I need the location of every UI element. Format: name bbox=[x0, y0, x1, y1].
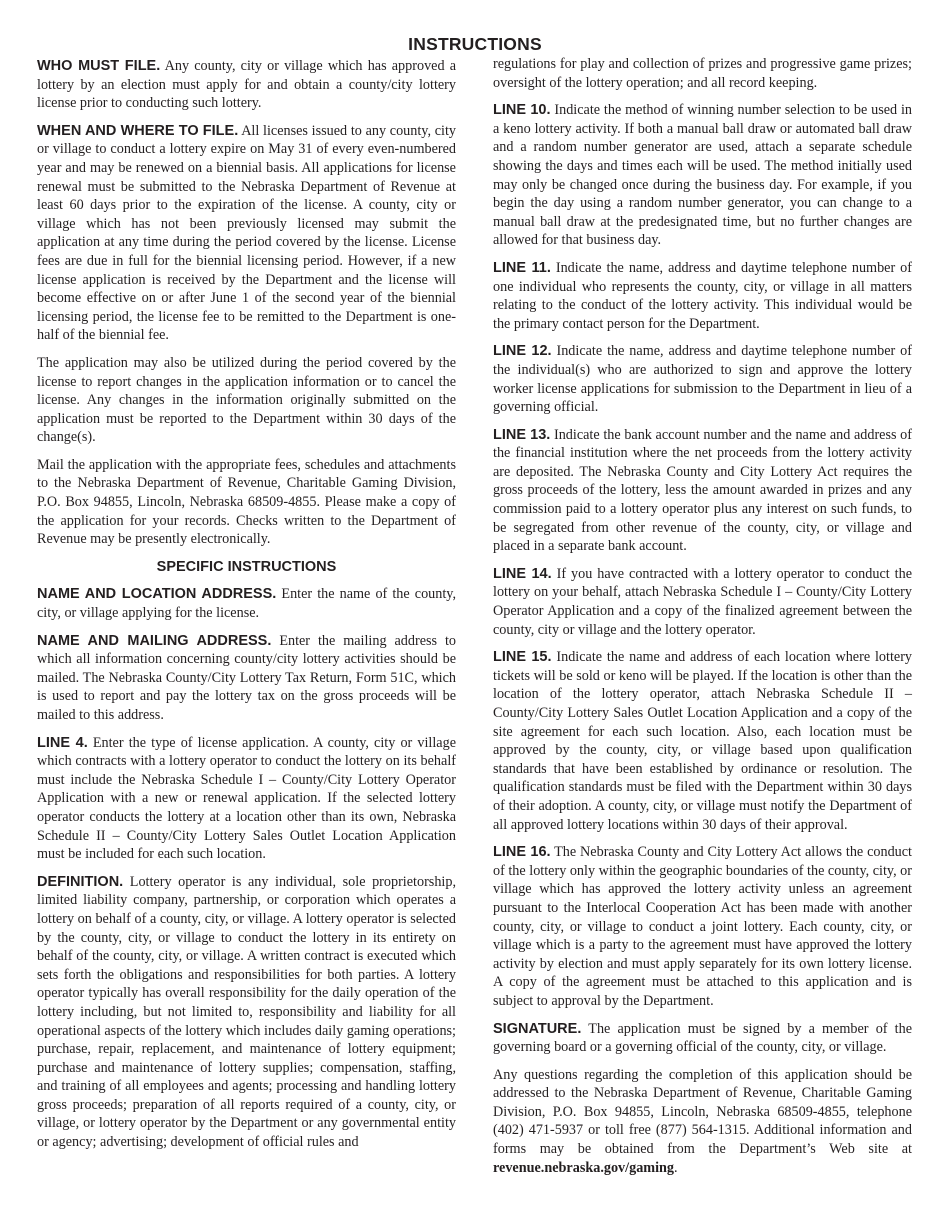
section-heading: WHEN AND WHERE TO FILE. bbox=[37, 122, 239, 139]
section-text: If you have contracted with a lottery operator to conduct the lottery on your behalf, attach Nebraska Schedule I – County/City Lottery Operator Application and a copy of the finalized agreement between the county, city or village and the lottery operator. bbox=[493, 565, 912, 638]
section-text: Enter the type of license application. A county, city or village which contracts with a lottery operator to conduct the lottery on its behalf must include the Nebraska Schedule I – County/City Lottery Operator Application with a new or renewal application. If the selected lottery operator conducts the lottery at a location other than its own, Nebraska Schedule II – County/City Lottery Sales Outlet Location Application must be included for each such location. bbox=[37, 734, 456, 863]
specific-instructions-title: SPECIFIC INSTRUCTIONS bbox=[156, 558, 337, 575]
line-14-section bbox=[493, 565, 912, 639]
section-heading: LINE 16. bbox=[493, 844, 551, 861]
section-text: The application must be signed by a member of the governing board or a governing official of the county, city, or village. bbox=[493, 1020, 913, 1056]
changes-paragraph: The application may also be utilized during the period covered by the license to report changes in the application information or to cancel the license. Any changes in the information originally submitted on the application must be reported to the Department within 30 days of the change(s). bbox=[37, 354, 456, 446]
section-heading: LINE 14. bbox=[493, 565, 552, 582]
section-text: Indicate the bank account number and the name and address of the financial institution where the net proceeds from the lottery activity are deposited. The Nebraska County and City Lottery Act requires the gross proceeds of the lottery, less the amount awarded in prizes and any commission paid to a lottery operator plus any interest on such funds, to be segregated from other revenue of the county, city, or village and placed in a separate bank account. bbox=[493, 426, 912, 555]
end-punctuation: . bbox=[674, 1159, 678, 1176]
name-mailing-section bbox=[37, 632, 456, 725]
section-text: Lottery operator is any individual, sole proprietorship, limited liability company, partnership, or corporation which operates a lottery on behalf of a county, city, or village. A lottery operator is selected by the county, city, or village to conduct the lottery in its entirety on behalf of the county, city, or village. A written contract is executed which sets forth the obligations and responsibilities for both parties. A lottery operator typically has overall responsibility for the daily operation of the lottery including, but not limited to, responsibility and liability for all operational aspects of the lottery which includes daily gaming operations; purchase, repair, replacement, and maintenance of lottery equipment; purchase and maintenance of lottery supplies; compensation, staffing, and training of all employees and agents; processing and handling lottery gross proceeds; preparation of all reports required of a county, city, or village, or lottery operator by the Department or any governmental entity or agency; advertising; development of official rules and bbox=[37, 873, 457, 1151]
section-heading: LINE 4. bbox=[37, 734, 88, 751]
line-13-section bbox=[493, 426, 912, 556]
section-text: Indicate the method of winning number selection to be used in a keno lottery activity. If both a manual ball draw or automated ball draw and a random number generator are used, attach a separate schedule showing the days and times each will be used. The method initially used may only be changed once during the business day. For example, if you begin the day using a random number generator, you can change to a manual ball draw at the predesignated time, but no further changes are allowed for that business day. bbox=[493, 102, 913, 249]
section-heading: DEFINITION. bbox=[37, 873, 124, 890]
line-10-section bbox=[493, 101, 912, 250]
section-heading: SIGNATURE. bbox=[493, 1020, 582, 1037]
name-location-section bbox=[37, 585, 456, 622]
right-column bbox=[493, 55, 912, 1186]
section-text: Indicate the name and address of each location where lottery tickets will be sold or keno will be played. If the location is other than the location of the lottery operator, attach Nebraska Schedule II – County/City Lottery Sales Outlet Location Application and a copy of the site agreement for each such location. Also, each location must be approved by the county, city, or village based upon qualification standards that have been established by ordinance or resolution. The qualification standards must be filed with the Department within 30 days of their adoption. A county, city, or village must notify the Department of all approved lottery locations within 30 days of their approval. bbox=[493, 649, 913, 833]
mail-paragraph: Mail the application with the appropriate fees, schedules and attachments to the Nebraska Department of Revenue, Charitable Gaming Division, P.O. Box 94855, Lincoln, Nebraska 68509-4855. Please make a copy of the application for your records. Checks written to the Department of Revenue may be presently electronically. bbox=[37, 456, 456, 548]
when-where-to-file-section bbox=[37, 122, 456, 345]
definition-section bbox=[37, 873, 456, 1152]
questions-paragraph bbox=[493, 1066, 912, 1178]
definition-continuation: regulations for play and collection of prizes and progressive game prizes; oversight of the lottery operation; and all record keeping. bbox=[493, 56, 912, 91]
signature-section bbox=[493, 1020, 912, 1057]
section-heading: NAME AND MAILING ADDRESS. bbox=[37, 632, 272, 649]
section-text: Indicate the name, address and daytime telephone number of the individual(s) who are authorized to sign and approve the lottery worker license applications for submission to the Department in lieu of a governing official. bbox=[493, 343, 913, 416]
section-text: Indicate the name, address and daytime telephone number of one individual who represents the county, city, or village in all matters relating to the conduct of the lottery activity. This individual would be the primary contact person for the Department. bbox=[493, 259, 912, 332]
section-heading: LINE 11. bbox=[493, 259, 551, 276]
section-text: Any county, city or village which has approved a lottery by an election must apply for and obtain a county/city lottery license prior to conducting such lottery. bbox=[37, 58, 457, 112]
section-text: Enter the name of the county, city, or village applying for the license. bbox=[37, 586, 457, 622]
section-text: Enter the mailing address to which all information concerning county/city lottery activities should be mailed. The Nebraska County/City Lottery Tax Return, Form 51C, which is used to report and pay the lottery tax on the gross proceeds will be mailed to this address. bbox=[37, 632, 456, 723]
section-heading: WHO MUST FILE. bbox=[37, 58, 161, 74]
section-text: The Nebraska County and City Lottery Act allows the conduct of the lottery only within the geographic boundaries of the county, city, or village which has approved the lottery activity unless an agreement pursuant to the Interlocal Cooperation Act has been made with another county, city, or village to conduct a joint lottery. Each county, city, or village which is a party to the agreement must have approved the lottery activity by election and must apply separately for its own lottery license. A copy of the agreement must be attached to this application and is subject to approval by the Department. bbox=[493, 844, 912, 1009]
line-4-section bbox=[37, 734, 456, 864]
section-text: All licenses issued to any county, city or village to conduct a lottery expire on May 31 of every even-numbered year and may be renewed on a biennial basis. All applications for license renewal must be submitted to the Nebraska Department of Revenue at least 60 days prior to the expiration of the license. A county, city or village which has not been previously licensed may submit the application at any time during the period covered by the license. License fees are due in full for the biennial licensing period. However, if a new license application is received by the Department and the license will become effective on or after June 1 of the second year of the biennial licensing period, the license fee to be remitted to the Department is one-half of the biennial fee. bbox=[37, 122, 456, 344]
section-heading: LINE 13. bbox=[493, 426, 551, 443]
line-16-section bbox=[493, 843, 912, 1010]
section-heading: NAME AND LOCATION ADDRESS. bbox=[37, 586, 277, 603]
section-heading: LINE 15. bbox=[493, 649, 552, 666]
line-15-section bbox=[493, 648, 912, 834]
section-heading: LINE 10. bbox=[493, 102, 551, 119]
questions-text: Any questions regarding the completion of this application should be addressed to the Nebraska Department of Revenue, Charitable Gaming Division, P.O. Box 94855, Lincoln, Nebraska 68509-4855, telephone (402) 471-5937 or toll free (877) 564-1315. Additional information and forms may be obtained from the Department’s Web site at bbox=[493, 1066, 912, 1158]
page-title: INSTRUCTIONS bbox=[408, 34, 542, 54]
website-link[interactable]: revenue.nebraska.gov/gaming bbox=[493, 1159, 675, 1176]
line-12-section bbox=[493, 342, 912, 416]
line-11-section bbox=[493, 259, 912, 333]
left-column bbox=[37, 57, 456, 1161]
who-must-file-section bbox=[37, 57, 456, 113]
section-heading: LINE 12. bbox=[493, 343, 552, 360]
